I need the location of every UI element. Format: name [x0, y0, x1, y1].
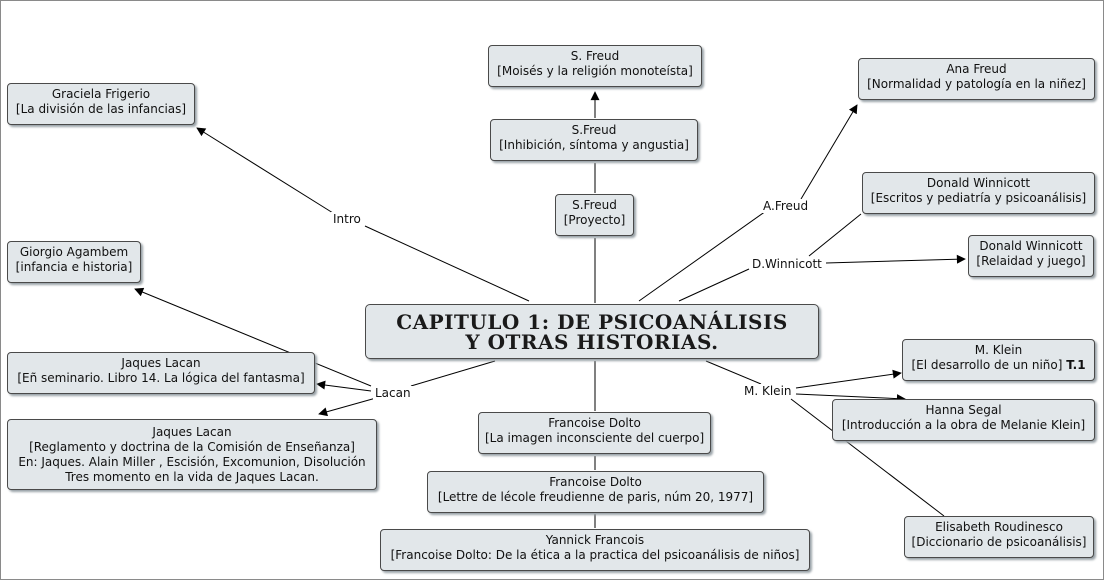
line-intro-frigerio [197, 128, 333, 213]
line-center-intro [365, 226, 529, 301]
node-note: En: Jaques. Alain Miller , Escisión, Excomunion, Disolución [18, 455, 366, 469]
node-author: Elisabeth Roudinesco [935, 520, 1063, 534]
node-winnicott-escritos[interactable] [862, 172, 1095, 214]
line-afreud-anafreud [801, 105, 857, 199]
line-center-dwinnicott [679, 269, 749, 301]
node-ana-freud[interactable] [858, 58, 1095, 100]
main-topic[interactable] [365, 304, 819, 359]
node-lacan-seminario[interactable] [7, 352, 315, 394]
node-freud-proyecto[interactable] [555, 194, 634, 236]
node-frigerio[interactable] [7, 83, 195, 125]
line-center-mklein [706, 361, 761, 384]
node-work: [Relaidad y juego] [976, 254, 1086, 268]
main-topic-line-2: Y OTRAS HISTORIAS. [465, 330, 719, 354]
node-work: [Introducción a la obra de Melanie Klein] [841, 418, 1086, 432]
line-mklein-desarrollo [796, 373, 901, 388]
node-author: S. Freud [570, 49, 620, 63]
node-work: [Proyecto] [563, 213, 626, 227]
node-author: Graciela Frigerio [51, 87, 151, 101]
node-work: [Inhibición, síntoma y angustia] [499, 138, 689, 152]
node-author: Donald Winnicott [926, 176, 1031, 190]
node-klein-desarrollo[interactable] [902, 339, 1095, 381]
node-author: Yannick Francois [545, 533, 645, 547]
node-work: [Moisés y la religión monoteísta] [497, 64, 693, 78]
link-label-dwinnicott: D.Winnicott [752, 257, 822, 271]
node-segal[interactable] [832, 399, 1095, 441]
node-author: Francoise Dolto [548, 416, 641, 430]
node-note: Tres momento en la vida de Jaques Lacan. [65, 470, 319, 484]
node-work: [Normalidad y patología en la niñez] [867, 77, 1086, 91]
node-work: [Reglamento y doctrina de la Comisión de Enseñanza] [29, 440, 355, 454]
line-dwinnicott-escritos [809, 214, 861, 256]
node-author: S.Freud [572, 198, 617, 212]
node-winnicott-realidad[interactable] [968, 235, 1094, 277]
line-lacan-seminario [317, 384, 371, 391]
node-work: [Escritos y pediatría y psicoanálisis] [870, 191, 1087, 205]
line-lacan-reglamento [319, 398, 376, 414]
node-author: Jaques Lacan [121, 356, 201, 370]
node-work: [La imagen inconsciente del cuerpo] [485, 431, 705, 445]
node-author: Ana Freud [946, 62, 1007, 76]
main-topic-line-1: CAPITULO 1: DE PSICOANÁLISIS [396, 310, 788, 334]
node-francois[interactable] [380, 529, 810, 571]
link-label-intro: Intro [333, 212, 361, 226]
node-author: Francoise Dolto [549, 475, 642, 489]
node-author: Jaques Lacan [152, 425, 232, 439]
node-author: M. Klein [974, 343, 1023, 357]
node-author: S.Freud [571, 123, 617, 137]
node-work-row [909, 358, 1088, 373]
node-tag: T.1 [1066, 358, 1086, 372]
node-dolto-lettre[interactable] [427, 471, 764, 513]
node-freud-moises[interactable] [488, 45, 702, 87]
node-author: Donald Winnicott [979, 239, 1083, 253]
node-work: [Lettre de lécole freudienne de paris, núm 20, 1977] [437, 490, 754, 504]
node-dolto-imagen[interactable] [478, 412, 711, 454]
line-dwinnicott-realidad [826, 259, 965, 263]
node-author: Giorgio Agambem [19, 245, 129, 259]
line-center-lacan [411, 361, 495, 386]
node-agambem[interactable] [7, 241, 141, 283]
node-work: [Diccionario de psicoanálisis] [911, 535, 1087, 549]
line-center-afreud [639, 211, 766, 301]
node-work: [Eñ seminario. Libro 14. La lógica del fantasma] [17, 371, 305, 385]
node-work: [La división de las infancias] [15, 102, 187, 116]
link-label-lacan: Lacan [375, 386, 411, 400]
node-work: [El desarrollo de un niño] [911, 358, 1063, 372]
link-label-mklein: M. Klein [744, 384, 792, 398]
node-author: Hanna Segal [925, 403, 1002, 417]
node-roudinesco[interactable] [904, 516, 1094, 558]
node-work: [Francoise Dolto: De la ética a la practica del psicoanálisis de niños] [390, 548, 800, 562]
link-label-afreud: A.Freud [763, 199, 809, 213]
node-work: [infancia e historia] [15, 260, 133, 274]
node-freud-inhibicion[interactable] [490, 119, 698, 161]
node-lacan-reglamento[interactable] [7, 419, 377, 490]
